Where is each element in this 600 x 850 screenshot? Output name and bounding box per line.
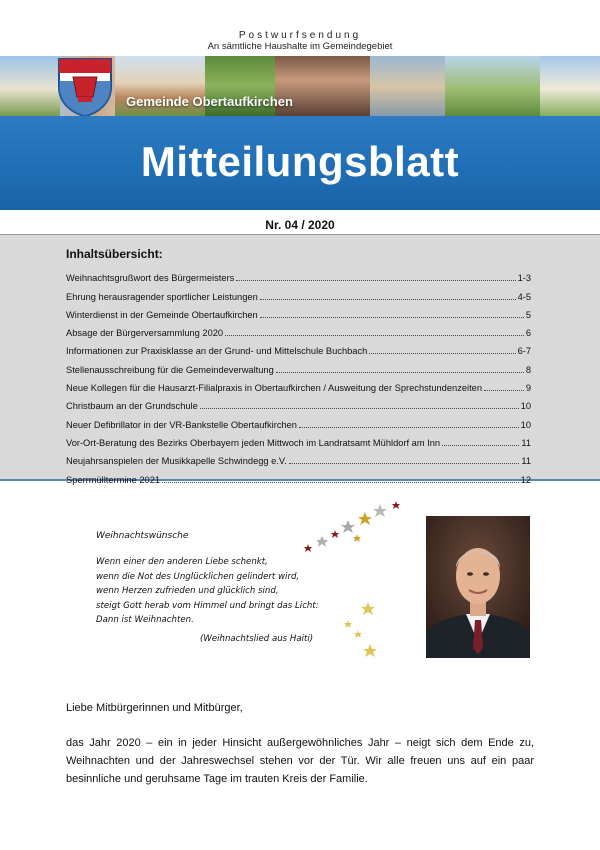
toc-item-text: Weihnachtsgrußwort des Bürgermeisters bbox=[66, 273, 235, 284]
poem-line: steigt Gott herab vom Himmel und bringt das Licht: bbox=[96, 600, 319, 611]
toc-item bbox=[66, 266, 531, 284]
toc-leader-dots bbox=[276, 372, 524, 373]
toc-item bbox=[66, 303, 531, 321]
toc-leader-dots bbox=[225, 335, 524, 336]
recipients-label: An sämtliche Haushalte im Gemeindegebiet bbox=[207, 41, 393, 52]
toc-item bbox=[66, 284, 531, 302]
toc-item bbox=[66, 376, 531, 394]
table-of-contents bbox=[0, 234, 600, 485]
toc-item bbox=[66, 412, 531, 430]
toc-item-page: 10 bbox=[520, 419, 531, 430]
toc-item bbox=[66, 339, 531, 357]
page-title: Mitteilungsblatt bbox=[140, 138, 460, 185]
toc-item-text: Absage der Bürgerversammlung 2020 bbox=[66, 328, 224, 339]
letter-paragraph: das Jahr 2020 – ein in jeder Hinsicht außergewöhnliches Jahr – neigt sich dem Ende zu, Weihnachten und der Jahreswechsel stehen vor der Tür. Wir alle freuen uns auf ein paar besinnliche und geruhsame Tage im trauten Kreis der Familie. bbox=[66, 737, 534, 785]
toc-leader-dots bbox=[289, 463, 519, 464]
toc-item-page: 6 bbox=[525, 328, 531, 339]
issue-number: Nr. 04 / 2020 bbox=[265, 218, 335, 232]
sports-photo bbox=[445, 56, 540, 116]
tower-photo bbox=[540, 56, 600, 116]
toc-item bbox=[66, 321, 531, 339]
star-decoration-icon bbox=[300, 498, 410, 663]
poem-line: wenn Herzen zufrieden und glücklich sind, bbox=[96, 586, 279, 597]
toc-item-page: 6-7 bbox=[517, 346, 531, 357]
school-photo bbox=[370, 56, 445, 116]
toc-item-text: Winterdienst in der Gemeinde Obertaufkirchen bbox=[66, 309, 258, 320]
toc-item bbox=[66, 394, 531, 412]
toc-item-page: 12 bbox=[520, 474, 531, 485]
toc-item-text: Vor-Ort-Beratung des Bezirks Oberbayern jeden Mittwoch im Landratsamt Mühldorf am Inn bbox=[66, 437, 441, 448]
postwurf-label: Postwurfsendung bbox=[238, 30, 362, 41]
church-photo bbox=[0, 56, 60, 116]
toc-leader-dots bbox=[299, 427, 519, 428]
toc-item bbox=[66, 431, 531, 449]
poem-line: wenn die Not des Unglücklichen gelindert wird, bbox=[96, 571, 300, 582]
municipal-crest-icon bbox=[56, 57, 114, 117]
toc-item-page: 11 bbox=[521, 456, 531, 467]
christmas-poem bbox=[96, 555, 319, 628]
toc-item-text: Neujahrsanspielen der Musikkapelle Schwindegg e.V. bbox=[66, 456, 287, 467]
toc-item-page: 8 bbox=[525, 364, 531, 375]
toc-item-text: Christbaum an der Grundschule bbox=[66, 401, 198, 412]
toc-item-page: 1-3 bbox=[517, 273, 531, 284]
toc-leader-dots bbox=[236, 280, 515, 281]
toc-leader-dots bbox=[162, 482, 519, 483]
toc-leader-dots bbox=[260, 317, 524, 318]
mayor-portrait bbox=[426, 516, 530, 658]
toc-item-page: 11 bbox=[521, 437, 531, 448]
toc-item-page: 4-5 bbox=[517, 291, 531, 302]
toc-item-text: Ehrung herausragender sportlicher Leistungen bbox=[66, 291, 258, 302]
letter-greeting: Liebe Mitbürgerinnen und Mitbürger, bbox=[66, 702, 243, 714]
toc-item-page: 10 bbox=[520, 401, 531, 412]
toc-list bbox=[66, 266, 531, 486]
poem-source: (Weihnachtslied aus Haiti) bbox=[200, 634, 314, 644]
toc-item-text: Informationen zur Praxisklasse an der Grund- und Mittelschule Buchbach bbox=[66, 346, 368, 357]
toc-item-text: Stellenausschreibung für die Gemeindeverwaltung bbox=[66, 364, 274, 375]
toc-item-text: Neuer Defibrillator in der VR-Bankstelle Obertaufkirchen bbox=[66, 419, 297, 430]
toc-leader-dots bbox=[260, 299, 516, 300]
toc-item-page: 9 bbox=[525, 383, 531, 394]
toc-item-text: Sperrmülltermine 2021 bbox=[66, 474, 161, 485]
toc-leader-dots bbox=[442, 445, 519, 446]
toc-item bbox=[66, 449, 531, 467]
toc-leader-dots bbox=[484, 390, 524, 391]
toc-title: Inhaltsübersicht: bbox=[66, 247, 163, 261]
poem-line: Wenn einer den anderen Liebe schenkt, bbox=[96, 557, 268, 567]
toc-leader-dots bbox=[200, 408, 519, 409]
poem-line: Dann ist Weihnachten. bbox=[96, 615, 194, 626]
municipality-name: Gemeinde Obertaufkirchen bbox=[126, 94, 293, 109]
toc-item-page: 5 bbox=[525, 309, 531, 320]
wishes-title: Weihnachtswünsche bbox=[96, 531, 189, 541]
toc-leader-dots bbox=[369, 353, 515, 354]
toc-item bbox=[66, 467, 531, 485]
toc-item bbox=[66, 357, 531, 375]
toc-item-text: Neue Kollegen für die Hausarzt-Filialpraxis in Obertaufkirchen / Ausweitung der Sprechstundenzeiten bbox=[66, 383, 483, 394]
